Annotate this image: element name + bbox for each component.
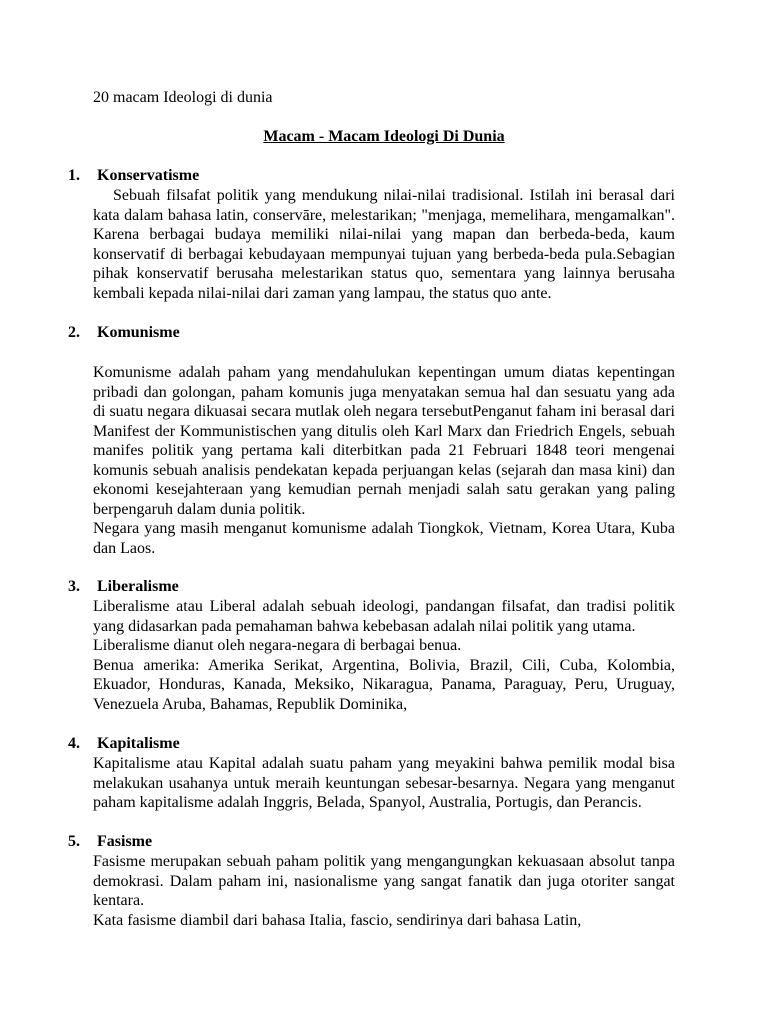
section-body	[93, 754, 675, 813]
paragraph: Kapitalisme atau Kapital adalah suatu paham yang meyakini bahwa pemilik modal bisa melakukan usahanya untuk meraih keuntungan sebesar-besarnya. Negara yang menganut paham kapitalisme adalah Inggris, Belada, Spanyol, Australia, Portugis, dan Perancis.	[93, 755, 675, 811]
section-number: 2.	[68, 324, 80, 341]
section-kapitalisme	[0, 734, 768, 813]
section-body	[93, 852, 675, 930]
section-title: Liberalisme	[97, 578, 179, 595]
section-number: 3.	[68, 578, 80, 595]
document-heading: 20 macam Ideologi di dunia	[93, 89, 273, 106]
paragraph: Benua amerika: Amerika Serikat, Argentina, Bolivia, Brazil, Cili, Cuba, Kolombia, Ekuador, Honduras, Kanada, Meksiko, Nikaragua, Panama, Paraguay, Peru, Uruguay, Venezuela Aruba, Bahamas, Republik Dominika,	[93, 656, 675, 713]
paragraph: Komunisme adalah paham yang mendahulukan kepentingan umum diatas kepentingan pribadi dan golongan, paham komunis juga menyatakan semua hal dan sesuatu yang ada di suatu negara dikuasai secara mutlak oleh negara tersebutPenganut faham ini berasal dari Manifest der Kommunistischen yang ditulis oleh Karl Marx dan Friedrich Engels, sebuah manifes politik yang pertama kali diterbitkan pada 21 Februari 1848 teori mengenai komunis sebuah analisis pendekatan kepada perjuangan kelas (sejarah dan masa kini) dan ekonomi kesejahteraan yang kemudian pernah menjadi salah satu gerakan yang paling berpengaruh dalam dunia politik.	[93, 364, 675, 518]
section-header	[0, 832, 768, 852]
section-title: Komunisme	[97, 324, 180, 341]
section-header	[0, 166, 768, 186]
section-title: Fasisme	[97, 833, 153, 850]
paragraph: Negara yang masih menganut komunisme adalah Tiongkok, Vietnam, Korea Utara, Kuba dan Laos.	[93, 520, 675, 557]
section-liberalisme	[0, 577, 768, 714]
section-body	[93, 597, 675, 714]
paragraph: Liberalisme dianut oleh negara-negara di berbagai benua.	[93, 637, 462, 654]
section-body	[93, 186, 675, 303]
section-header	[0, 577, 768, 597]
paragraph: Liberalisme atau Liberal adalah sebuah ideologi, pandangan filsafat, dan tradisi politik yang didasarkan pada pemahaman bahwa kebebasan adalah nilai politik yang utama.	[93, 598, 675, 635]
section-number: 4.	[68, 735, 80, 752]
section-komunisme	[0, 323, 768, 558]
section-title: Kapitalisme	[97, 735, 180, 752]
section-header	[0, 323, 768, 343]
section-body	[93, 363, 675, 558]
section-number: 1.	[68, 167, 80, 184]
section-header	[0, 734, 768, 754]
section-number: 5.	[68, 833, 80, 850]
paragraph: Kata fasisme diambil dari bahasa Italia, fascio, sendirinya dari bahasa Latin,	[93, 911, 582, 929]
paragraph: Sebuah filsafat politik yang mendukung nilai-nilai tradisional. Istilah ini berasal dari kata dalam bahasa latin, conservāre, melestarikan; "menjaga, memelihara, mengamalkan". Karena berbagai budaya memiliki nilai-nilai yang mapan dan berbeda-beda, kaum konservatif di berbagai kebudayaan mempunyai tujuan yang berbeda-beda pula.Sebagian pihak konservatif berusaha melestarikan status quo, sementara yang lainnya berusaha kembali kepada nilai-nilai dari zaman yang lampau, the status quo ante.	[93, 187, 675, 302]
section-title: Konservatisme	[97, 167, 200, 184]
document-title: Macam - Macam Ideologi Di Dunia	[263, 128, 505, 145]
section-konservatisme	[0, 166, 768, 303]
section-fasisme	[0, 832, 768, 930]
paragraph: Fasisme merupakan sebuah paham politik yang mengangungkan kekuasaan absolut tanpa demokrasi. Dalam paham ini, nasionalisme yang sangat fanatik dan juga otoriter sangat kentara.	[93, 853, 675, 909]
